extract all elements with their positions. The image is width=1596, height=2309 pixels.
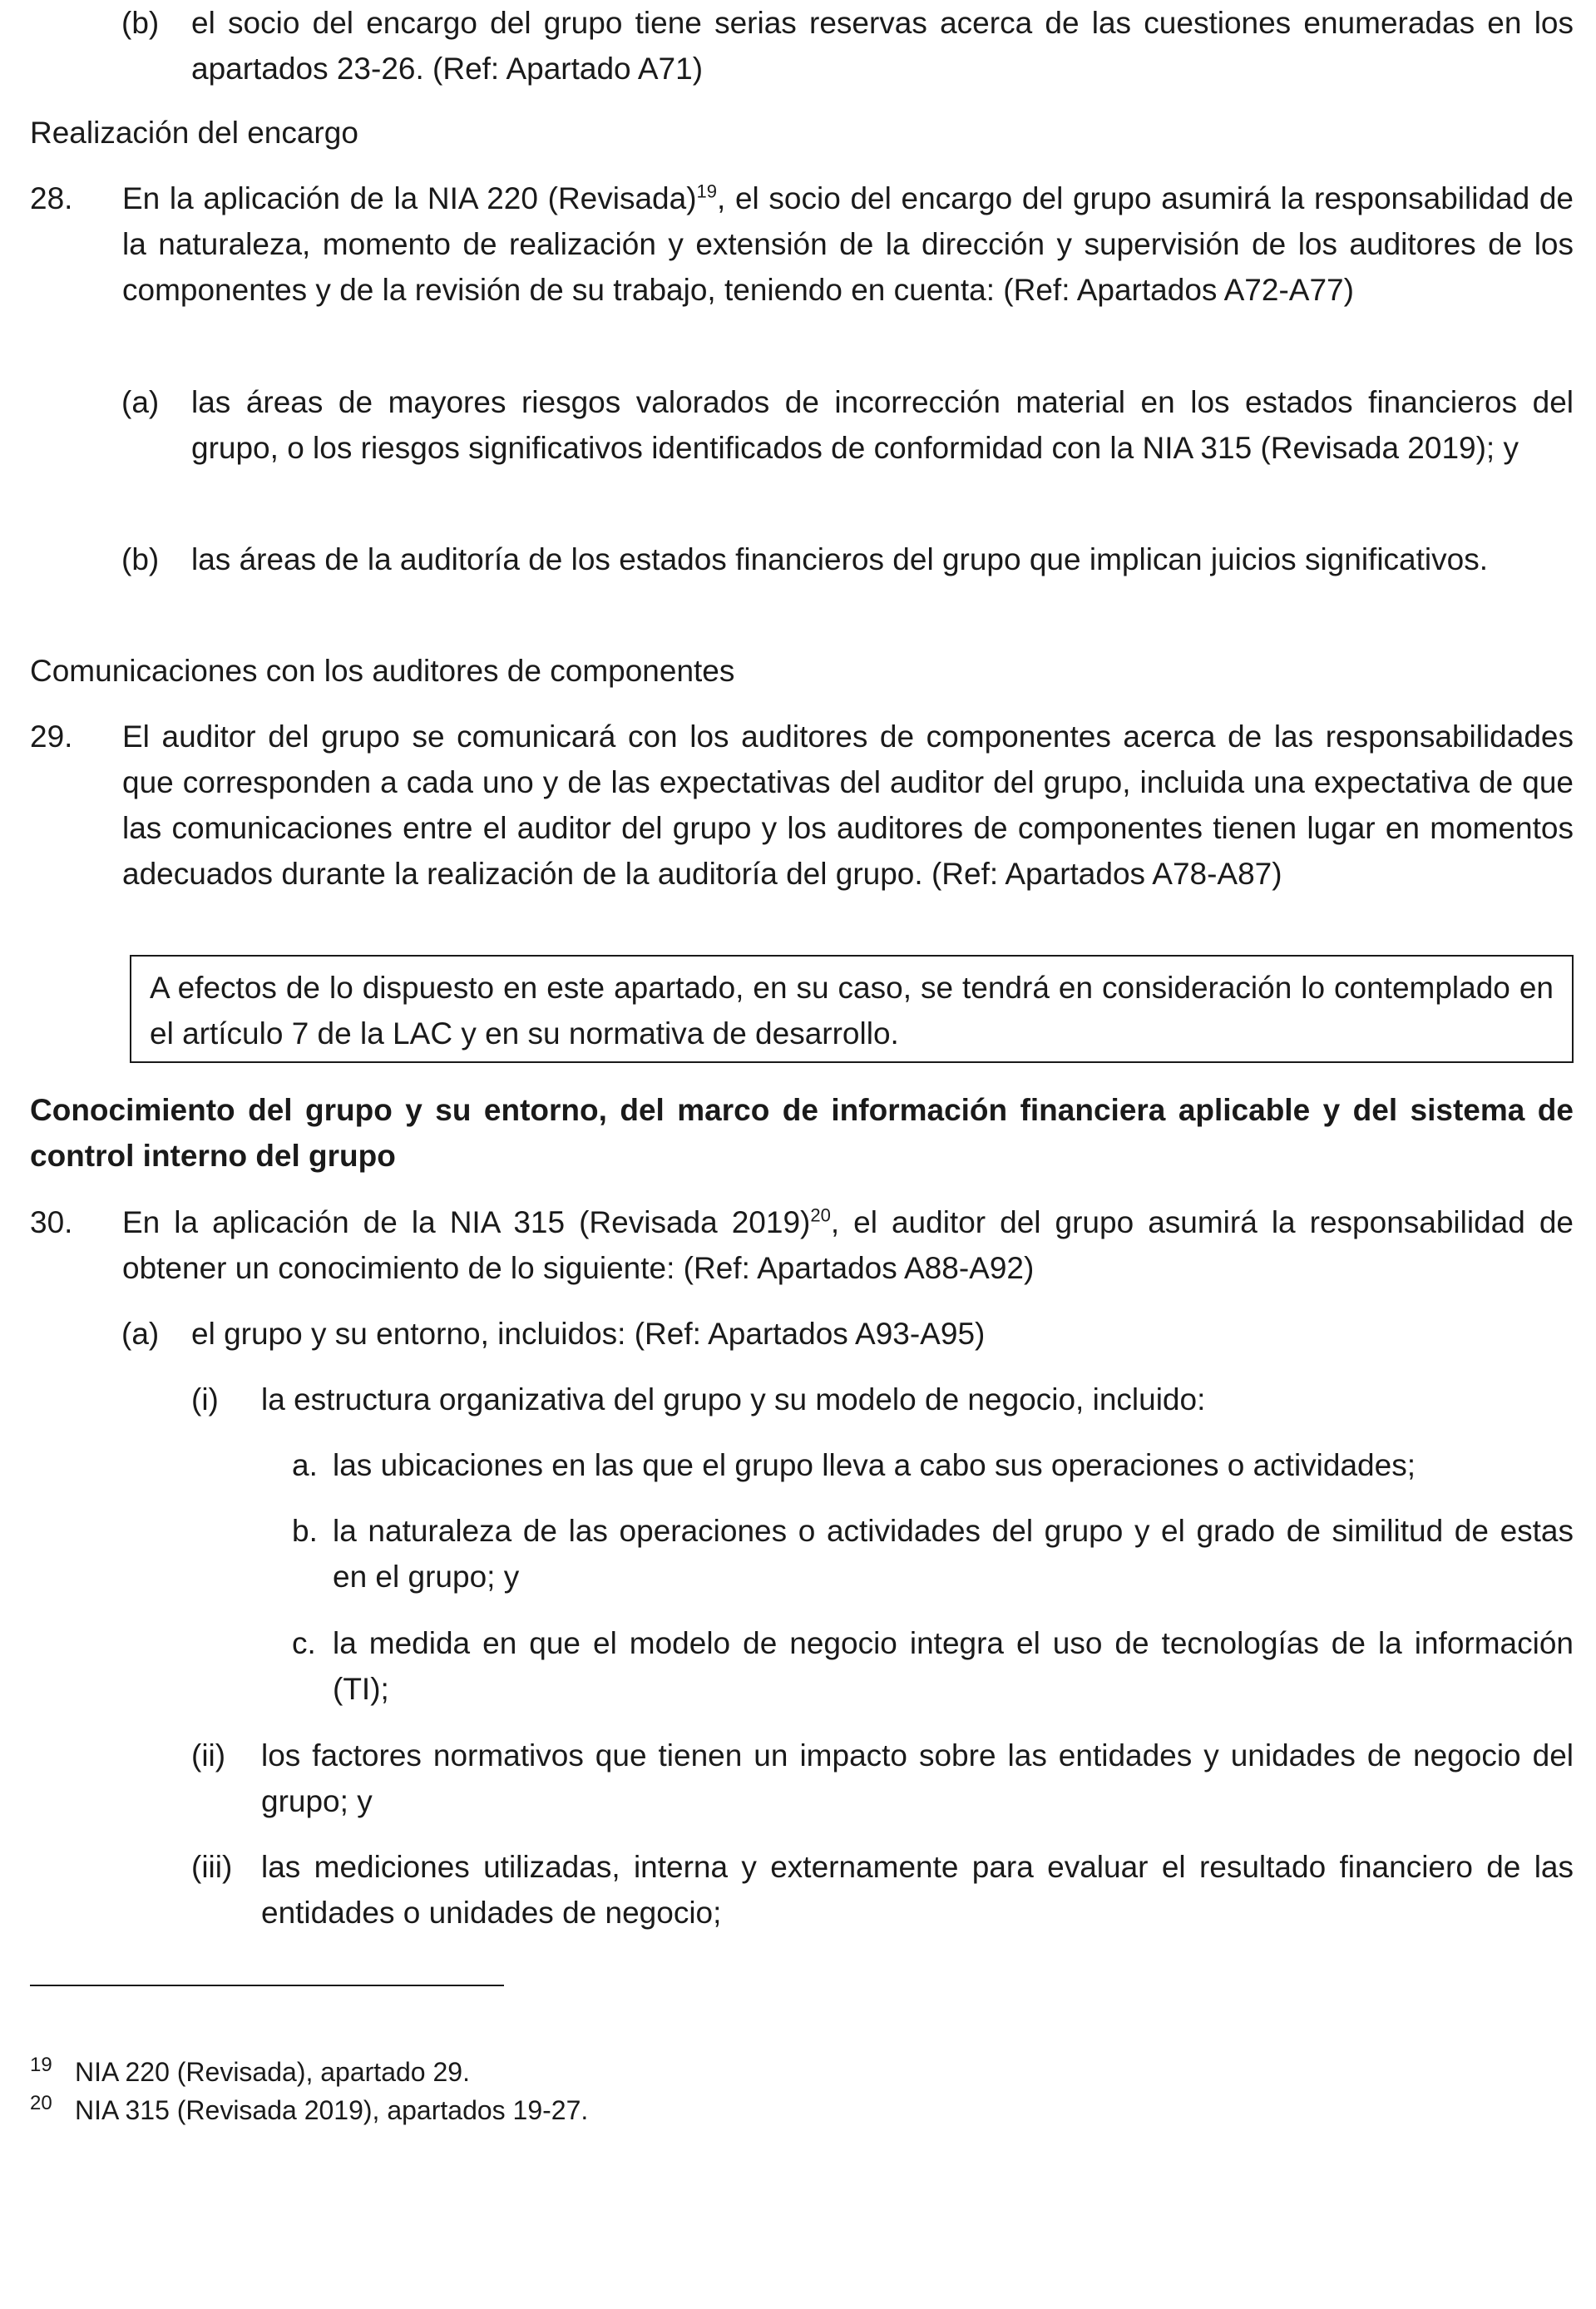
item-label: (b)	[121, 6, 160, 40]
paragraph-text-end: , el auditor del grupo asumirá la responsabilidad de obtener un conocimiento de lo siguiente: (Ref: Apartados A88-A92)	[122, 1205, 1574, 1285]
section-heading-conocimiento	[30, 1087, 1574, 1179]
paragraph-text: El auditor del grupo se comunicará con los auditores de componentes acerca de las responsabilidades que corresponden a cada uno y de las expectativas del auditor del grupo, incluida una expectativa de que las comunicaciones entre el auditor del grupo y los auditores de componentes tienen lugar en momentos adecuados durante la realización de la auditoría del grupo. (Ref: Apartados A78-A87)	[122, 719, 1574, 891]
footnote-number: 20	[30, 2092, 52, 2114]
item-text: las ubicaciones en las que el grupo lleva a cabo sus operaciones o actividades;	[333, 1448, 1416, 1482]
item-text: la medida en que el modelo de negocio integra el uso de tecnologías de la información (TI);	[333, 1626, 1574, 1706]
note-text: A efectos de lo dispuesto en este apartado, en su caso, se tendrá en consideración lo contemplado en el artículo 7 de la LAC y en su normativa de desarrollo.	[150, 971, 1554, 1051]
note-box	[130, 955, 1574, 1063]
footnote-text: NIA 220 (Revisada), apartado 29.	[75, 2057, 470, 2087]
list-item-28a	[121, 379, 1574, 471]
footnote-separator	[30, 1985, 504, 1986]
item-label: c.	[292, 1626, 316, 1660]
item-text: el grupo y su entorno, incluidos: (Ref: Apartados A93-A95)	[191, 1317, 986, 1351]
list-item-30a-ii	[191, 1733, 1574, 1824]
item-label: (b)	[121, 542, 160, 576]
paragraph-text	[122, 1199, 1574, 1291]
list-item-b-top	[121, 0, 1574, 91]
item-text: la naturaleza de las operaciones o actividades del grupo y el grado de similitud de estas en el grupo; y	[333, 1514, 1574, 1594]
item-text: las áreas de mayores riesgos valorados de incorrección material en los estados financieros del grupo, o los riesgos significativos identificados de conformidad con la NIA 315 (Revisada 2019); y	[191, 385, 1574, 465]
list-item-30a-iii	[191, 1844, 1574, 1936]
item-label: (ii)	[191, 1738, 226, 1773]
footnote-ref-19: 19	[696, 180, 718, 202]
item-label: b.	[292, 1514, 318, 1548]
item-label: (i)	[191, 1382, 219, 1417]
paragraph-text	[122, 176, 1574, 313]
footnote-text: NIA 315 (Revisada 2019), apartados 19-27.	[75, 2095, 589, 2125]
heading-text: Conocimiento del grupo y su entorno, del marco de información financiera aplicable y del sistema de control interno del grupo	[30, 1093, 1574, 1173]
item-text: el socio del encargo del grupo tiene serias reservas acerca de las cuestiones enumeradas en los apartados 23-26. (Ref: Apartado A71)	[191, 6, 1574, 86]
section-heading-comunicaciones: Comunicaciones con los auditores de componentes	[30, 654, 735, 688]
paragraph-number: 30.	[30, 1205, 73, 1239]
item-text: las mediciones utilizadas, interna y externamente para evaluar el resultado financiero de las entidades o unidades de negocio;	[261, 1850, 1574, 1930]
paragraph-text-start: En la aplicación de la NIA 315 (Revisada 2019)	[122, 1205, 811, 1239]
list-item-28b	[121, 536, 1574, 582]
document-page	[30, 0, 1574, 2309]
list-item-30a-i-c	[264, 1620, 1574, 1712]
item-label: (iii)	[191, 1850, 233, 1884]
item-label: (a)	[121, 385, 160, 419]
paragraph-text-start: En la aplicación de la NIA 220 (Revisada)	[122, 181, 697, 215]
list-item-30a	[121, 1311, 1574, 1357]
paragraph-28	[30, 176, 1574, 313]
paragraph-29	[30, 714, 1574, 897]
footnote-number: 19	[30, 2054, 52, 2076]
section-heading-realizacion: Realización del encargo	[30, 116, 358, 150]
paragraph-number: 28.	[30, 181, 73, 215]
item-label: (a)	[121, 1317, 160, 1351]
paragraph-30	[30, 1199, 1574, 1291]
item-text: las áreas de la auditoría de los estados financieros del grupo que implican juicios significativos.	[191, 542, 1488, 576]
list-item-30a-i	[191, 1377, 1574, 1422]
footnote-19	[30, 2053, 1574, 2091]
item-label: a.	[292, 1448, 318, 1482]
paragraph-text-end: , el socio del encargo del grupo asumirá la responsabilidad de la naturaleza, momento de realización y extensión de la dirección y supervisión de los auditores de los componentes y de la revisión de su trabajo, teniendo en cuenta: (Ref: Apartados A72-A77)	[122, 181, 1574, 307]
item-text: los factores normativos que tienen un impacto sobre las entidades y unidades de negocio del grupo; y	[261, 1738, 1574, 1818]
item-text: la estructura organizativa del grupo y su modelo de negocio, incluido:	[261, 1382, 1206, 1417]
paragraph-number: 29.	[30, 719, 73, 754]
list-item-30a-i-a	[264, 1442, 1574, 1488]
footnote-20	[30, 2091, 1574, 2129]
list-item-30a-i-b	[264, 1508, 1574, 1599]
footnote-ref-20: 20	[810, 1204, 831, 1226]
